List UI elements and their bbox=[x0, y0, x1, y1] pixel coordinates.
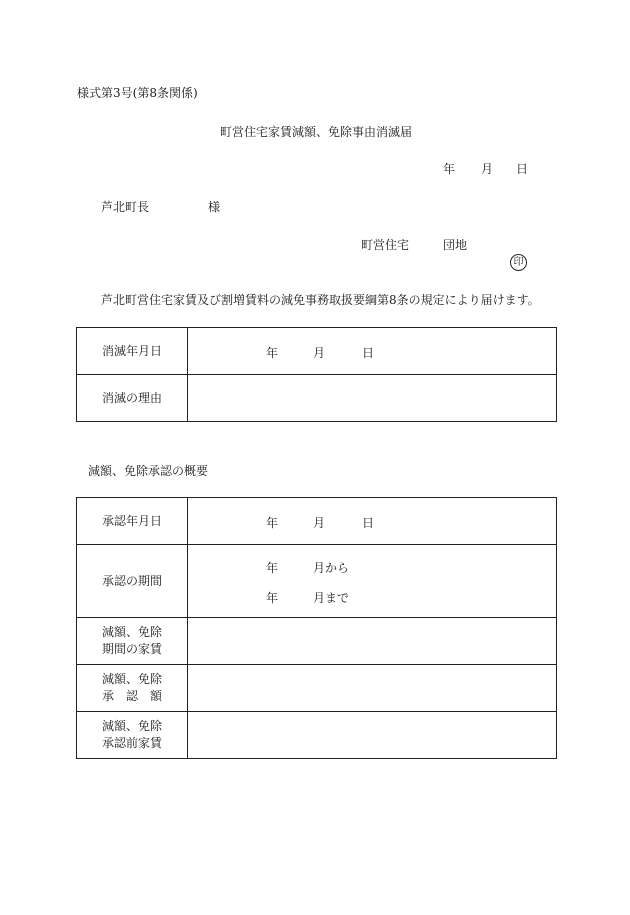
section-title: 減額、免除承認の概要 bbox=[88, 464, 209, 478]
reduced-rent-field[interactable] bbox=[188, 618, 557, 665]
document-title: 町営住宅家賃減額、免除事由消滅届 bbox=[220, 125, 413, 139]
table-row bbox=[77, 375, 557, 422]
extinction-date-field[interactable] bbox=[188, 328, 557, 375]
header-date-month: 月 bbox=[481, 162, 494, 176]
prior-rent-label bbox=[77, 712, 188, 759]
period-to-label: 月まで bbox=[313, 591, 350, 605]
approval-day-label: 日 bbox=[362, 516, 375, 530]
approval-month-label: 月 bbox=[313, 516, 326, 530]
header-date-year: 年 bbox=[443, 162, 456, 176]
seal-mark: 印 bbox=[510, 254, 527, 271]
table-row bbox=[77, 665, 557, 712]
period-to-year-label: 年 bbox=[266, 591, 279, 605]
approved-amount-label-line1: 減額、免除 bbox=[101, 672, 162, 686]
reduced-rent-label bbox=[77, 618, 188, 665]
approval-period-field[interactable] bbox=[188, 545, 557, 618]
reduced-rent-label-line1: 減額、免除 bbox=[101, 625, 162, 639]
residence-suffix: 団地 bbox=[443, 238, 468, 252]
addressee-name: 芦北町長 bbox=[101, 200, 150, 214]
extinction-date-label: 消滅年月日 bbox=[77, 328, 188, 375]
approval-table bbox=[76, 497, 557, 759]
header-date-day: 日 bbox=[516, 162, 529, 176]
period-from-year-label: 年 bbox=[266, 561, 279, 575]
extinction-reason-field[interactable] bbox=[188, 375, 557, 422]
approval-period-label: 承認の期間 bbox=[77, 545, 188, 618]
table-row bbox=[77, 545, 557, 618]
extinction-reason-label: 消滅の理由 bbox=[77, 375, 188, 422]
approved-amount-field[interactable] bbox=[188, 665, 557, 712]
approved-amount-label bbox=[77, 665, 188, 712]
period-from-label: 月から bbox=[313, 561, 350, 575]
form-number: 様式第3号(第8条関係) bbox=[77, 86, 198, 100]
extinction-table bbox=[76, 327, 557, 422]
table-row bbox=[77, 712, 557, 759]
extinction-day-label: 日 bbox=[362, 346, 375, 360]
extinction-month-label: 月 bbox=[313, 346, 326, 360]
approval-date-field[interactable] bbox=[188, 498, 557, 545]
table-row bbox=[77, 618, 557, 665]
prior-rent-label-line1: 減額、免除 bbox=[101, 719, 162, 733]
extinction-year-label: 年 bbox=[266, 346, 279, 360]
approved-amount-label-line2: 承 認 額 bbox=[101, 689, 162, 703]
reduced-rent-label-line2: 期間の家賃 bbox=[101, 642, 162, 656]
body-text: 芦北町営住宅家賃及び割増賃料の減免事務取扱要綱第8条の規定により届けます。 bbox=[101, 293, 540, 307]
table-row bbox=[77, 498, 557, 545]
approval-year-label: 年 bbox=[266, 516, 279, 530]
prior-rent-field[interactable] bbox=[188, 712, 557, 759]
prior-rent-label-line2: 承認前家賃 bbox=[101, 736, 162, 750]
addressee-honorific: 様 bbox=[208, 200, 221, 214]
approval-date-label: 承認年月日 bbox=[77, 498, 188, 545]
residence-label: 町営住宅 bbox=[361, 238, 410, 252]
table-row bbox=[77, 328, 557, 375]
